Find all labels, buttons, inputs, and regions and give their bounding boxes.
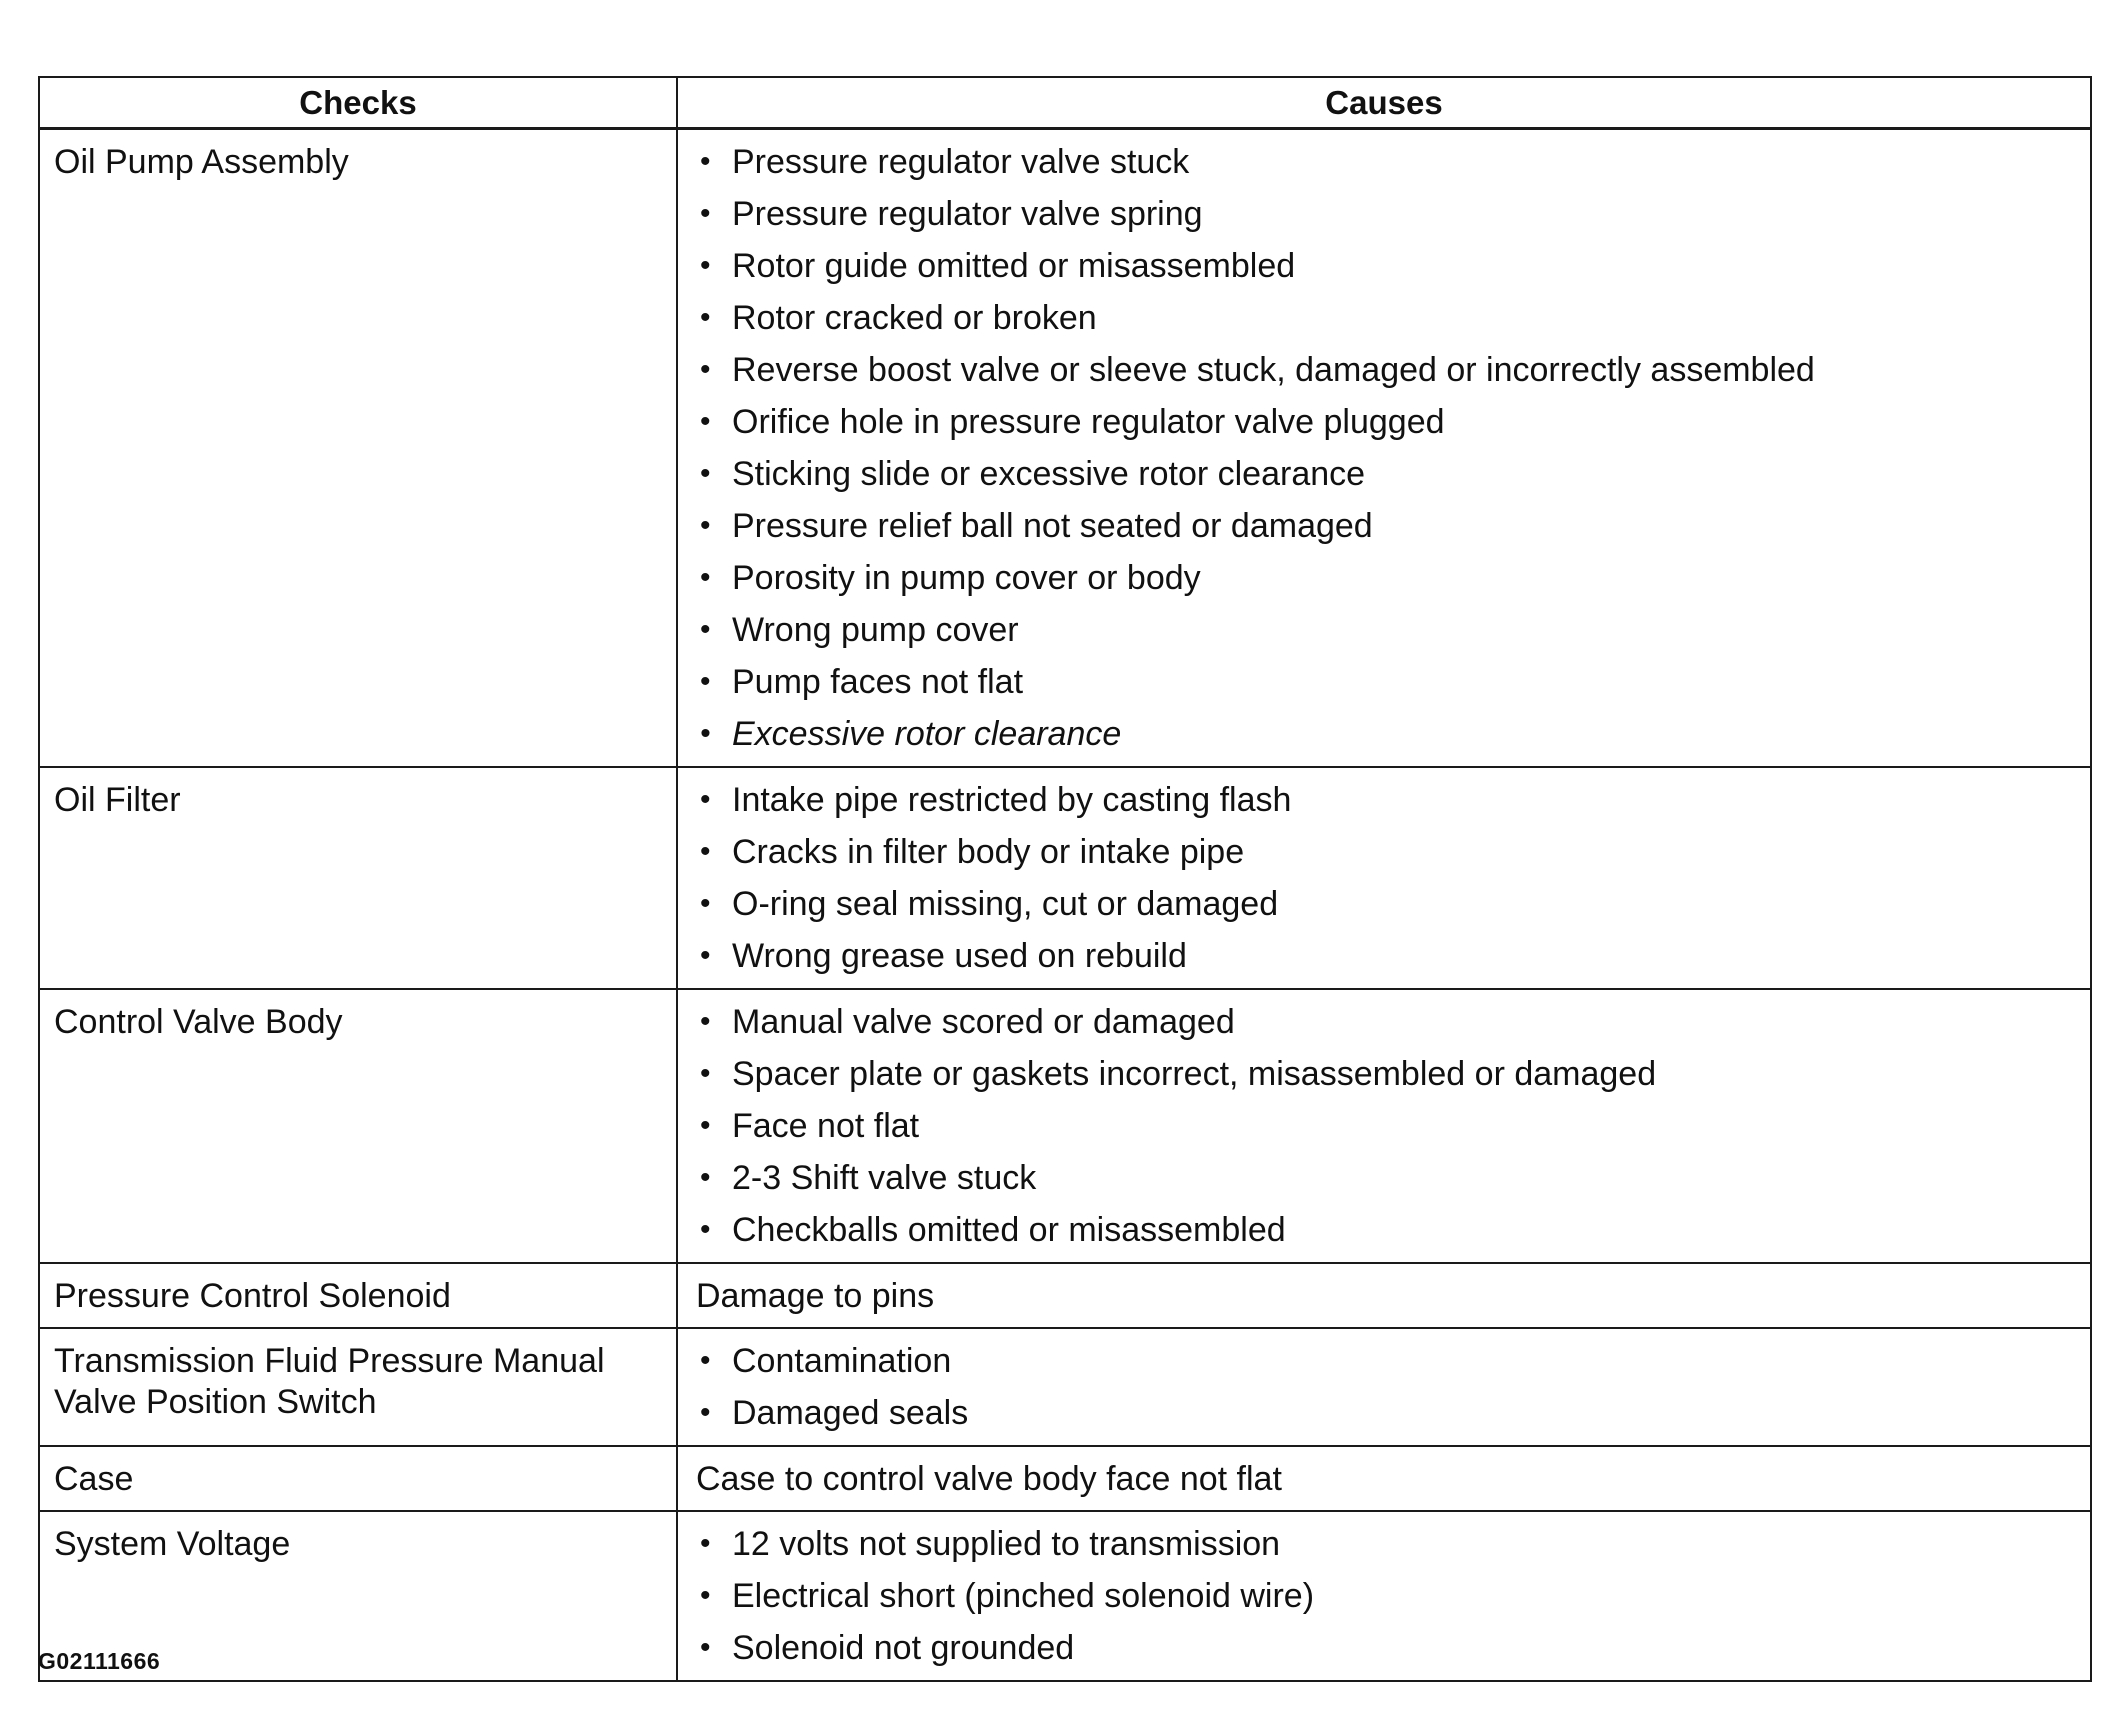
bullet-icon: •	[700, 1344, 711, 1377]
causes-control-valve-body	[677, 989, 2091, 1263]
list-item: • Pressure regulator valve spring	[732, 188, 2078, 240]
list-item: • Contamination	[732, 1335, 2078, 1387]
cause-text: Damage to pins	[696, 1277, 935, 1315]
list-item: • Pump faces not flat	[732, 656, 2078, 708]
bullet-icon: •	[700, 665, 711, 698]
list-item: • Porosity in pump cover or body	[732, 552, 2078, 604]
list-item: • Pressure regulator valve stuck	[732, 136, 2078, 188]
causes-tfp-manual-valve-position-switch	[677, 1328, 2091, 1446]
list-item: • Excessive rotor clearance	[732, 708, 2078, 760]
table-row	[39, 1328, 2091, 1446]
check-control-valve-body: Control Valve Body	[39, 989, 677, 1263]
diagnosis-table	[38, 76, 2092, 1682]
causes-pressure-control-solenoid	[677, 1263, 2091, 1328]
list-item: • Pressure relief ball not seated or damaged	[732, 500, 2078, 552]
bullet-icon: •	[700, 301, 711, 334]
bullet-icon: •	[700, 561, 711, 594]
list-item: • 2-3 Shift valve stuck	[732, 1152, 2078, 1204]
causes-system-voltage	[677, 1511, 2091, 1681]
list-item: • Rotor guide omitted or misassembled	[732, 240, 2078, 292]
list-item: • Cracks in filter body or intake pipe	[732, 826, 2078, 878]
list-item: • Intake pipe restricted by casting flash	[732, 774, 2078, 826]
list-item: • Face not flat	[732, 1100, 2078, 1152]
bullet-icon: •	[700, 835, 711, 868]
list-item: • 12 volts not supplied to transmission	[732, 1518, 2078, 1570]
table-header-row	[39, 77, 2091, 129]
bullet-icon: •	[700, 405, 711, 438]
check-pressure-control-solenoid: Pressure Control Solenoid	[39, 1263, 677, 1328]
list-item: • Damaged seals	[732, 1387, 2078, 1439]
check-oil-filter: Oil Filter	[39, 767, 677, 989]
list-item: • O-ring seal missing, cut or damaged	[732, 878, 2078, 930]
bullet-icon: •	[700, 1213, 711, 1246]
figure-id: G02111666	[38, 1648, 161, 1674]
list-item: • Orifice hole in pressure regulator valve plugged	[732, 396, 2078, 448]
bullet-icon: •	[700, 1631, 711, 1664]
table-row	[39, 1446, 2091, 1511]
bullet-icon: •	[700, 1057, 711, 1090]
bullet-icon: •	[700, 509, 711, 542]
list-item: • Manual valve scored or damaged	[732, 996, 2078, 1048]
check-oil-pump-assembly: Oil Pump Assembly	[39, 129, 677, 768]
bullet-icon: •	[700, 613, 711, 646]
list-item: • Rotor cracked or broken	[732, 292, 2078, 344]
header-checks: Checks	[39, 77, 677, 129]
table-row	[39, 989, 2091, 1263]
list-item: • Electrical short (pinched solenoid wire)	[732, 1570, 2078, 1622]
causes-oil-pump-assembly	[677, 129, 2091, 768]
check-system-voltage: System Voltage	[39, 1511, 677, 1681]
table-row	[39, 129, 2091, 768]
check-tfp-manual-valve-position-switch: Transmission Fluid Pressure Manual Valve Position Switch	[39, 1328, 677, 1446]
header-causes: Causes	[677, 77, 2091, 129]
bullet-icon: •	[700, 1005, 711, 1038]
list-item: • Reverse boost valve or sleeve stuck, damaged or incorrectly assembled	[732, 344, 2078, 396]
bullet-icon: •	[700, 249, 711, 282]
table-row	[39, 1511, 2091, 1681]
bullet-icon: •	[700, 1161, 711, 1194]
list-item: • Solenoid not grounded	[732, 1622, 2078, 1674]
list-item: • Sticking slide or excessive rotor clearance	[732, 448, 2078, 500]
bullet-icon: •	[700, 145, 711, 178]
bullet-icon: •	[700, 457, 711, 490]
bullet-icon: •	[700, 1579, 711, 1612]
check-case: Case	[39, 1446, 677, 1511]
causes-case	[677, 1446, 2091, 1511]
list-item: • Wrong grease used on rebuild	[732, 930, 2078, 982]
list-item: • Spacer plate or gaskets incorrect, misassembled or damaged	[732, 1048, 2078, 1100]
bullet-icon: •	[700, 1396, 711, 1429]
table-row	[39, 767, 2091, 989]
list-item: • Checkballs omitted or misassembled	[732, 1204, 2078, 1256]
table-row	[39, 1263, 2091, 1328]
bullet-icon: •	[700, 783, 711, 816]
bullet-icon: •	[700, 717, 711, 750]
causes-oil-filter	[677, 767, 2091, 989]
bullet-icon: •	[700, 887, 711, 920]
bullet-icon: •	[700, 353, 711, 386]
bullet-icon: •	[700, 1109, 711, 1142]
cause-text: Case to control valve body face not flat	[696, 1460, 1282, 1498]
bullet-icon: •	[700, 197, 711, 230]
bullet-icon: •	[700, 939, 711, 972]
list-item: • Wrong pump cover	[732, 604, 2078, 656]
bullet-icon: •	[700, 1527, 711, 1560]
